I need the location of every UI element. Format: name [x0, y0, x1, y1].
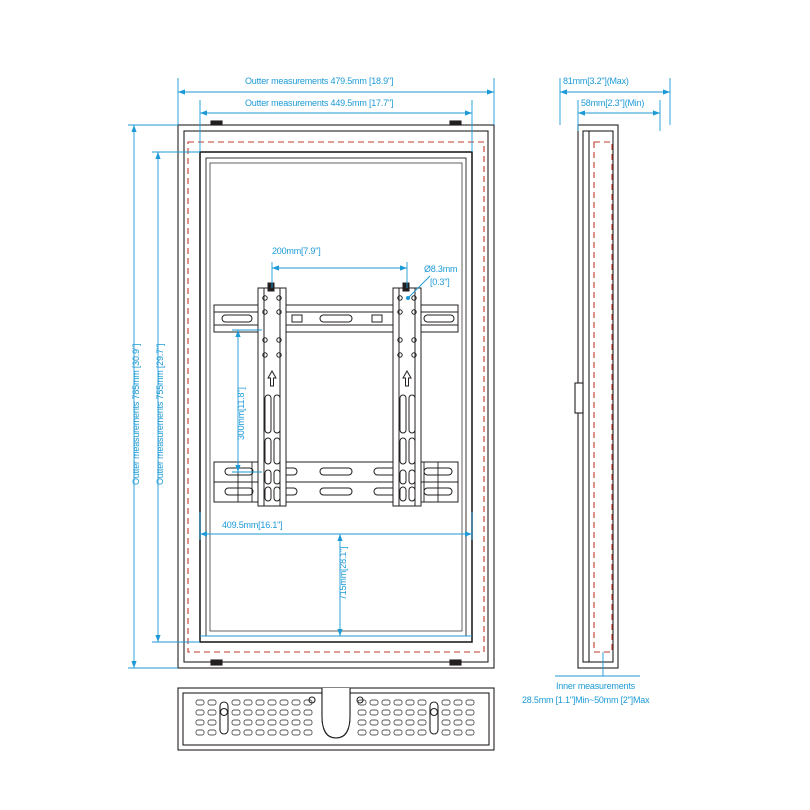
label-bottom-width: 409.5mm[16.1"]	[222, 520, 283, 530]
dashed-inner-area-front	[188, 142, 484, 652]
label-inner-measurements-value: 28.5mm [1.1"]Min~50mm [2"]Max	[522, 695, 650, 705]
label-depth-max: 81mm[3.2"](Max)	[563, 76, 629, 86]
label-vertical-span: 300mm[11.8"]	[236, 387, 246, 440]
label-hole-spacing-top: 200mm[7.9"]	[272, 246, 321, 256]
dashed-inner-area-side	[594, 142, 612, 652]
label-hole-diameter-inch: [0.3"]	[430, 277, 450, 287]
label-bottom-height: 715mm[28.1"]	[338, 546, 348, 600]
label-outer-width-inner: Outter measurements 449.5mm [17.7"]	[245, 98, 394, 108]
label-inner-measurements-title: Inner measurements	[556, 681, 635, 691]
label-hole-diameter: Ø8.3mm	[424, 264, 458, 274]
label-outer-height-inner: Outter measurements 755mm [29.7"]	[155, 343, 165, 485]
label-outer-width-outer: Outter measurements 479.5mm [18.9"]	[245, 76, 394, 86]
label-depth-min: 58mm[2.3"](Min)	[581, 98, 645, 108]
label-outer-height-outer: Outter measurements 785mm [30.9"]	[131, 343, 141, 485]
